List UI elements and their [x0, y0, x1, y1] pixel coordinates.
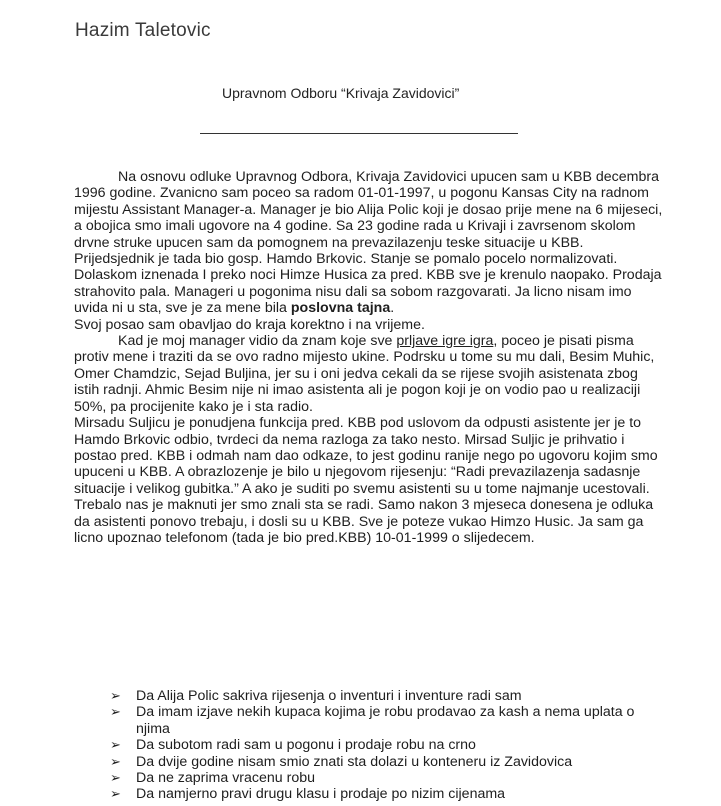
- list-item-text: Da subotom radi sam u pogonu i prodaje robu na crno: [136, 737, 476, 754]
- list-item: [108, 737, 668, 753]
- divider-line: [200, 133, 518, 134]
- paragraph-1-text: Na osnovu odluke Upravnog Odbora, Krivaja Zavidovici upucen sam u KBB decembra 1996 godine. Zvanicno sam poceo sa radom 01-01-1997, u pogonu Kansas City na radnom mijestu Assistant Manager-a. Manager je bio Alija Polic koji je dosao prije mene na 6 mijeseci, a obojica smo imali ugovore na 4 godine. Sa 23 godine rada u Krivaji i zavrsenom skolom drvne struke upucen sam da pomognem na prevazilazenju teske situacije u KBB. Prijedsjednik je tada bio gosp. Hamdo Brkovic. Stanje se pomalo pocelo normalizovati. Dolaskom iznenada I preko noci Himze Husica za pred. KBB sve je krenulo naopako. Prodaja strahovito pala. Manageri u pogonima nisu dali sa sobom razgovarati. Ja licno nisam imo uvida ni u sta, sve je za mene bila: [74, 169, 663, 317]
- list-item-text: Da dvije godine nisam smio znati sta dolazi u konteneru iz Zavidovica: [136, 753, 573, 770]
- arrow-bullet-icon: ➢: [110, 753, 121, 769]
- paragraph-2: Svoj posao sam obavljao do kraja korektno i na vrijeme.: [74, 316, 425, 333]
- list-item-text: Da Alija Polic sakriva rijesenja o inventuri i inventure radi sam: [136, 688, 522, 704]
- arrow-bullet-icon: ➢: [110, 737, 121, 753]
- list-item-text: Da namjerno pravi drugu klasu i prodaje po nizim cijenama: [136, 786, 506, 803]
- bold-phrase: poslovna tajna: [290, 300, 391, 317]
- arrow-bullet-icon: ➢: [110, 786, 121, 802]
- list-item: [108, 754, 668, 770]
- underlined-phrase: prljave igre igra: [396, 333, 494, 350]
- recipient-line: Upravnom Odboru “Krivaja Zavidovici”: [222, 85, 460, 101]
- list-item-text: Da ne zaprima vracenu robu: [136, 770, 316, 787]
- paragraph-3: [74, 333, 664, 415]
- paragraph-1-end: .: [390, 300, 395, 317]
- list-item: [108, 786, 668, 802]
- author-name: Hazim Taletovic: [75, 20, 211, 41]
- list-item: [108, 704, 668, 737]
- list-item: [108, 688, 668, 704]
- letter-body: [74, 169, 664, 546]
- paragraph-3-text: Kad je moj manager vidio da znam koje sve: [118, 333, 397, 350]
- list-item-text: Da imam izjave nekih kupaca kojima je robu prodavao za kash a nema uplata o njima: [136, 704, 635, 737]
- arrow-bullet-icon: ➢: [110, 770, 121, 786]
- list-item: [108, 770, 668, 786]
- bullet-list: [108, 688, 668, 803]
- paragraph-4: Mirsadu Suljicu je ponudjena funkcija pred. KBB pod uslovom da odpusti asistente jer je to Hamdo Brkovic odbio, tvrdeci da nema razloga za tako nesto. Mirsad Suljic je prihvatio i postao pred. KBB i odmah nam dao odkaze, to jest godinu ranije nego po ugovoru kojim smo upuceni u KBB. A obrazlozenje je bilo u njegovom rijesenju: “Radi prevazilazenja sadasnje situacije i velikog gubitka.” A ako je suditi po svemu asistenti su u tome najmanje ucestovali. Trebalo nas je maknuti jer smo znali sta se radi. Samo nakon 3 mjeseca donesena je odluka da asistenti ponovo trebaju, i dosli su u KBB. Sve je poteze vukao Himzo Husic. Ja sam ga licno upoznao telefonom (tada je bio pred.KBB) 10-01-1999 o slijedecem.: [74, 415, 658, 546]
- paragraph-1: [74, 169, 664, 317]
- arrow-bullet-icon: ➢: [110, 704, 121, 720]
- paragraph-3-rest: , poceo je pisati pisma protiv mene i traziti da se ovo radno mijesto ukine. Podrsku u tome su mu dali, Besim Muhic, Omer Chamdzic, Sejad Buljina, jer su i oni jedva cekali da se rijese svojih asistenata zbog istih radnji. Ahmic Besim nije ni imao asistenta ali je pogon koji je on vodio pao u realizaciji 50%, pa procijenite kako je i sta radio.: [74, 333, 655, 415]
- arrow-bullet-icon: ➢: [110, 688, 121, 703]
